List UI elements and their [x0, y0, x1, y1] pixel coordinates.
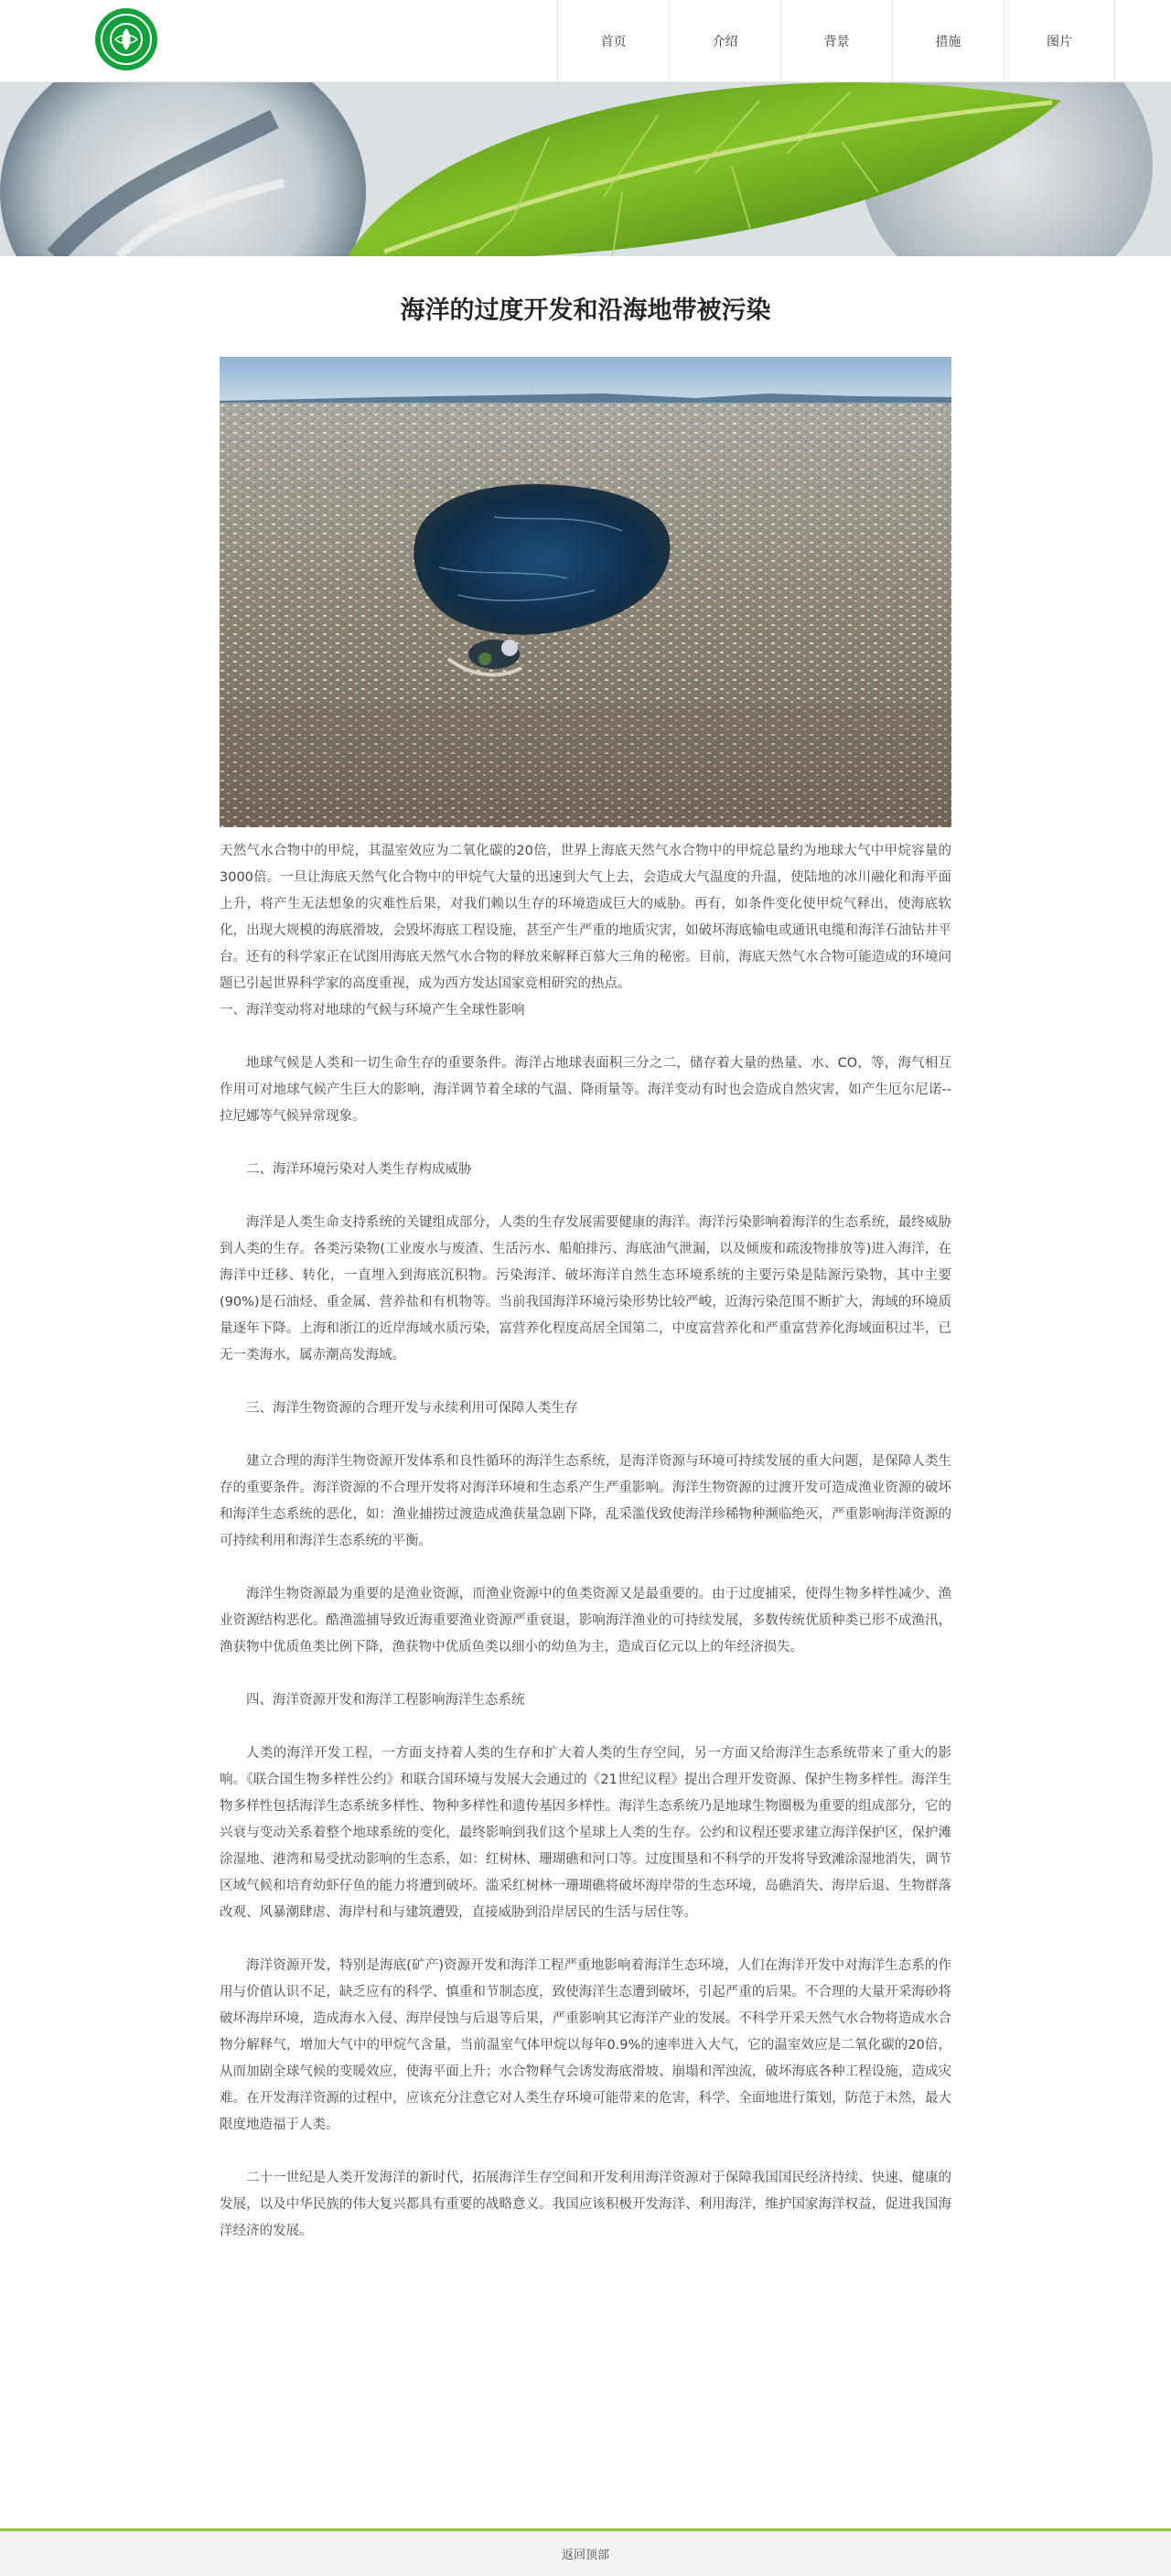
spacer	[220, 1661, 951, 1687]
back-to-top-link[interactable]: 返回顶部	[561, 2549, 609, 2562]
article-paragraph: 人类的海洋开发工程，一方面支持着人类的生存和扩大着人类的生存空间，另一方面又给海洋生态系统带来了重大的影响。《联合国生物多样性公约》和联合国环境与发展大会通过的《21世纪议程》提出合理开发资源、保护生物多样性。海洋生物多样性包括海洋生态系统多样性、物种多样性和遗传基因多样性。海洋生态系统乃是地球生物圈极为重要的组成部分，它的兴衰与变动关系着整个地球系统的变化，最终影响到我们这个星球上人类的生存。公约和议程还要求建立海洋保护区，保护滩涂湿地、港湾和易受扰动影响的生态系，如：红树林、珊瑚礁和河口等。过度围垦和不科学的开发将导致滩涂湿地消失，调节区域气候和培育幼虾仔鱼的能力将遭到破坏。滥采红树林一珊瑚礁将破坏海岸带的生态环境，岛礁消失、海岸后退、生物群落改观、风暴潮肆虐、海岸村和与建筑遭毁，直接威胁到沿岸居民的生活与居住等。	[220, 1746, 951, 1920]
site-logo[interactable]	[95, 8, 157, 70]
spacer	[220, 1183, 951, 1210]
nav-item-background[interactable]: 背景	[780, 0, 892, 82]
section-heading: 四、海洋资源开发和海洋工程影响海洋生态系统	[246, 1693, 525, 1708]
site-header	[0, 0, 1171, 82]
ocean-pollution-image	[220, 357, 951, 827]
main-nav	[557, 0, 1115, 82]
spacer	[220, 1369, 951, 1396]
article-paragraph: 地球气候是人类和一切生命生存的重要条件。海洋占地球表面积三分之二，储存着大量的热量、水、CO，等，海气相互作用可对地球气候产生巨大的影响，海洋调节着全球的气温、降雨量等。海洋变动有时也会造成自然灾害，如产生厄尔尼诺--拉尼娜等气候异常现象。	[220, 1056, 951, 1124]
ocean-garbage-photo	[220, 357, 951, 827]
article	[220, 256, 951, 2245]
section-heading: 二、海洋环境污染对人类生存构成威胁	[246, 1162, 472, 1177]
spacer	[220, 1422, 951, 1449]
article-paragraph: 海洋生物资源最为重要的是渔业资源，而渔业资源中的鱼类资源又是最重要的。由于过度捕采，使得生物多样性减少、渔业资源结构恶化。酷渔滥捕导致近海重要渔业资源严重衰退，影响海洋渔业的可持续发展，多数传统优质种类已形不成渔汛，渔获物中优质鱼类比例下降，渔获物中优质鱼类以细小的幼鱼为主，造成百亿元以上的年经济损失。	[220, 1587, 951, 1654]
article-paragraph: 二十一世纪是人类开发海洋的新时代，拓展海洋生存空间和开发利用海洋资源对于保障我国国民经济持续、快速、健康的发展，以及中华民族的伟大复兴都具有重要的战略意义。我国应该积极开发海洋、利用海洋，维护国家海洋权益，促进我国海洋经济的发展。	[220, 2171, 951, 2238]
article-paragraph: 天然气水合物中的甲烷，其温室效应为二氧化碳的20倍，世界上海底天然气水合物中的甲烷总量约为地球大气中甲烷容量的3000倍。一旦让海底天然气化合物中的甲烷气大量的迅速到大气上去，会造成大气温度的升温，使陆地的冰川融化和海平面上升，将产生无法想象的灾难性后果，对我们赖以生存的环境造成巨大的威胁。再有，如条件变化使甲烷气释出，使海底软化，出现大规模的海底滑坡，会毁坏海底工程设施，甚至产生严重的地质灾害，如破坏海底输电或通讯电缆和海洋石油钻井平台。还有的科学家正在试图用海底天然气水合物的释放来解释百慕大三角的秘密。目前，海底天然气水合物可能造成的环境问题已引起世界科学家的高度重视，成为西方发达国家竞相研究的热点。	[220, 844, 951, 991]
article-title: 海洋的过度开发和沿海地带被污染	[400, 296, 771, 325]
article-paragraph: 建立合理的海洋生物资源开发体系和良性循环的海洋生态系统，是海洋资源与环境可持续发展的重大问题，是保障人类生存的重要条件。海洋资源的不合理开发将对海洋环境和生态系产生严重影响。海洋生物资源的过渡开发可造成渔业资源的破坏和海洋生态系统的恶化，如：渔业捕捞过渡造成渔获量急剧下降，乱采滥伐致使海洋珍稀物种濒临绝灭，严重影响海洋资源的可持续利用和海洋生态系统的平衡。	[220, 1454, 951, 1548]
nav-item-measures[interactable]: 措施	[892, 0, 1004, 82]
spacer	[220, 1024, 951, 1051]
logo-emblem-icon	[101, 14, 152, 65]
hero-banner	[0, 82, 1171, 256]
article-body	[220, 838, 951, 2245]
site-footer	[0, 2528, 1171, 2576]
article-paragraph: 海洋是人类生命支持系统的关键组成部分，人类的生存发展需要健康的海洋。海洋污染影响着海洋的生态系统，最终威胁到人类的生存。各类污染物(工业废水与废渣、生活污水、船舶排污、海底油气泄漏，以及倾废和疏浚物排放等)进入海洋，在海洋中迁移、转化，一直埋入到海底沉积物。污染海洋、破坏海洋自然生态环境系统的主要污染是陆源污染物，其中主要(90%)是石油烃、重金属、营养盐和有机物等。当前我国海洋环境污染形势比较严峻，近海污染范围不断扩大，海域的环境质量逐年下降。上海和浙江的近岸海域水质污染，富营养化程度高居全国第二，中度富营养化和严重富营养化海域面积过半，已无一类海水，属赤潮高发海域。	[220, 1215, 951, 1363]
section-heading: 一、海洋变动将对地球的气候与环境产生全球性影响	[220, 1003, 525, 1018]
section-heading: 三、海洋生物资源的合理开发与永续利用可保障人类生存	[246, 1401, 578, 1416]
nav-item-pictures[interactable]: 图片	[1004, 0, 1115, 82]
spacer	[220, 1555, 951, 1581]
spacer	[220, 1926, 951, 1953]
spacer	[220, 2139, 951, 2165]
spacer	[220, 1714, 951, 1741]
spacer	[220, 1130, 951, 1157]
nav-item-intro[interactable]: 介绍	[669, 0, 780, 82]
article-paragraph: 海洋资源开发，特别是海底(矿产)资源开发和海洋工程严重地影响着海洋生态环境，人们在海洋开发中对海洋生态系的作用与价值认识不足，缺乏应有的科学、慎重和节制态度，致使海洋生态遭到破坏，引起严重的后果。不合理的大量开采海砂将破坏海岸环境，造成海水入侵、海岸侵蚀与后退等后果，严重影响其它海洋产业的发展。不科学开采天然气水合物将造成水合物分解释气，增加大气中的甲烷气含量，当前温室气体甲烷以每年0.9%的速率进入大气，它的温室效应是二氧化碳的20倍，从而加剧全球气候的变暖效应，使海平面上升；水合物释气会诱发海底滑坡、崩塌和浑浊流，破坏海底各种工程设施，造成灾难。在开发海洋资源的过程中，应该充分注意它对人类生存环境可能带来的危害，科学、全面地进行策划，防范于未然，最大限度地造福于人类。	[220, 1958, 951, 2132]
green-leaf-banner-image	[0, 82, 1171, 256]
nav-item-home[interactable]: 首页	[557, 0, 669, 82]
